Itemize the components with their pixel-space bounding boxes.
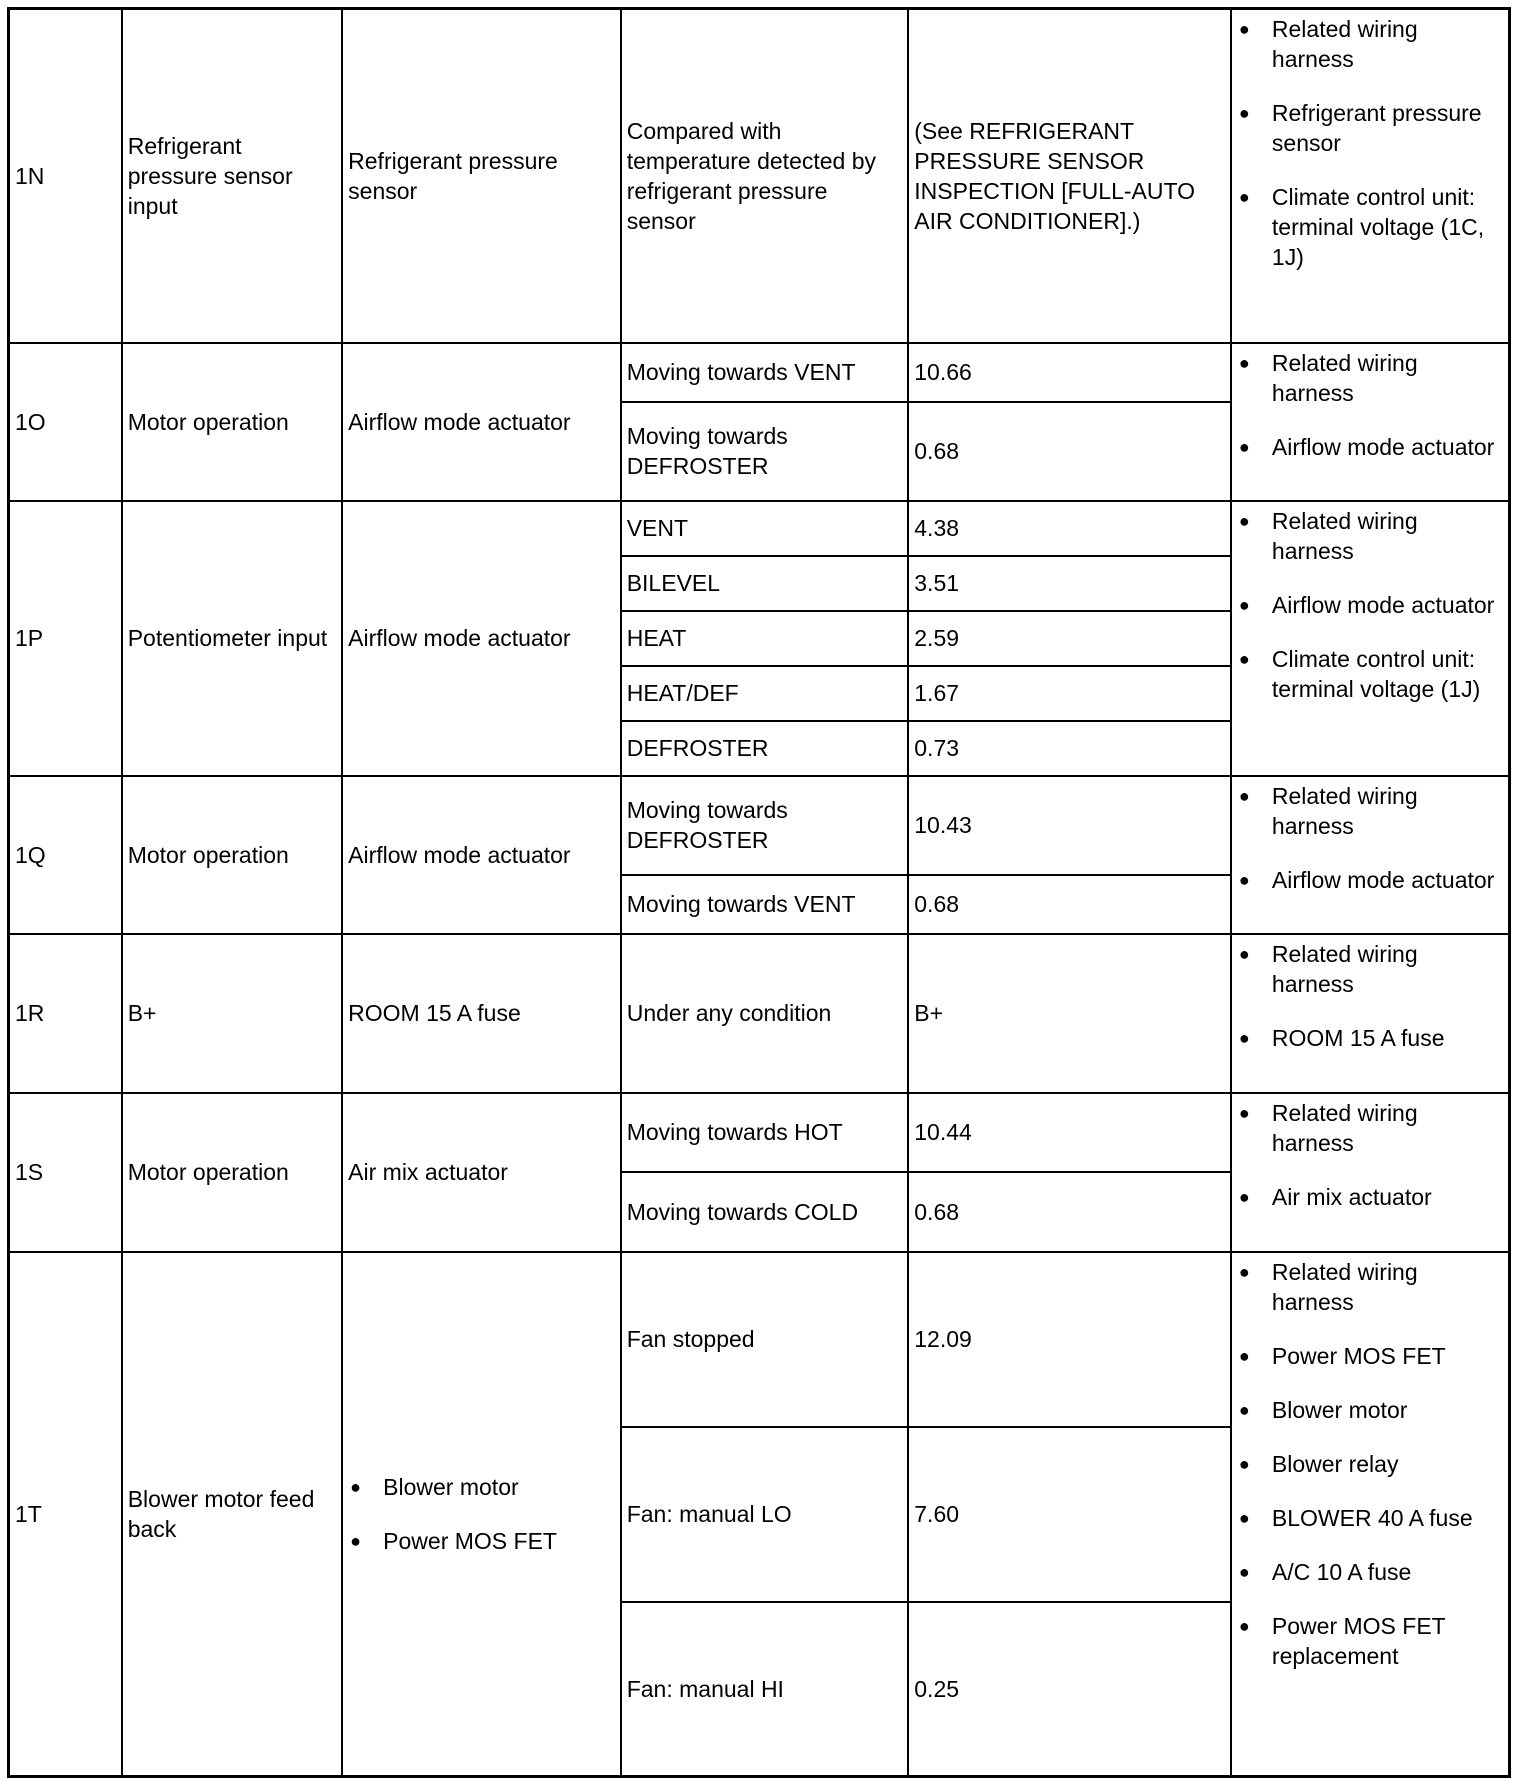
- check-item-list: [1272, 781, 1504, 895]
- voltage-cell: 0.73: [908, 721, 1231, 776]
- terminal-cell: 1T: [9, 1252, 122, 1777]
- voltage-cell: 7.60: [908, 1427, 1231, 1602]
- voltage-cell: B+: [908, 934, 1231, 1093]
- check-item-cell: [1231, 343, 1510, 501]
- check-item-list: [1272, 1098, 1504, 1212]
- signal-cell: Motor operation: [122, 776, 342, 934]
- voltage-cell: (See REFRIGERANT PRESSURE SENSOR INSPECTION [FULL-AUTO AIR CONDITIONER].): [908, 9, 1231, 343]
- check-item: ● Blower relay: [1272, 1449, 1504, 1479]
- condition-cell: Compared with temperature detected by refrigerant pressure sensor: [621, 9, 909, 343]
- connected-to-cell: Refrigerant pressure sensor: [342, 9, 621, 343]
- condition-cell: VENT: [621, 501, 909, 556]
- connected-to-cell: [342, 1252, 621, 1777]
- terminal-cell: 1N: [9, 9, 122, 343]
- check-item: ● Refrigerant pressure sensor: [1272, 98, 1504, 158]
- condition-cell: DEFROSTER: [621, 721, 909, 776]
- voltage-cell: 0.68: [908, 875, 1231, 934]
- check-item: ● Airflow mode actuator: [1272, 590, 1504, 620]
- check-item: ● Blower motor: [1272, 1395, 1504, 1425]
- voltage-cell: 10.66: [908, 343, 1231, 402]
- check-item: ● Airflow mode actuator: [1272, 865, 1504, 895]
- check-item-list: [1272, 939, 1504, 1053]
- check-item: ● Air mix actuator: [1272, 1182, 1504, 1212]
- terminal-cell: 1R: [9, 934, 122, 1093]
- condition-cell: Fan stopped: [621, 1252, 909, 1427]
- check-item: ● Climate control unit: terminal voltage (1C, 1J): [1272, 182, 1504, 272]
- signal-cell: Motor operation: [122, 343, 342, 501]
- table-row: [9, 501, 1510, 556]
- condition-cell: Moving towards COLD: [621, 1172, 909, 1252]
- check-item: ● Related wiring harness: [1272, 14, 1504, 74]
- table-row: [9, 9, 1510, 343]
- connected-to-cell: Airflow mode actuator: [342, 776, 621, 934]
- check-item-cell: [1231, 501, 1510, 776]
- terminal-cell: 1P: [9, 501, 122, 776]
- check-item: ● Climate control unit: terminal voltage (1J): [1272, 644, 1504, 704]
- voltage-cell: 4.38: [908, 501, 1231, 556]
- condition-cell: Fan: manual LO: [621, 1427, 909, 1602]
- check-item-cell: [1231, 1093, 1510, 1252]
- connected-to-cell: Air mix actuator: [342, 1093, 621, 1252]
- table-row: [9, 1093, 1510, 1172]
- condition-cell: Fan: manual HI: [621, 1602, 909, 1777]
- check-item: ● Airflow mode actuator: [1272, 432, 1504, 462]
- check-item: ● Related wiring harness: [1272, 939, 1504, 999]
- connected-to-item: ● Blower motor: [383, 1472, 615, 1502]
- condition-cell: BILEVEL: [621, 556, 909, 611]
- table-row: [9, 776, 1510, 875]
- connected-to-item: ● Power MOS FET: [383, 1526, 615, 1556]
- signal-cell: Refrigerant pressure sensor input: [122, 9, 342, 343]
- check-item-cell: [1231, 1252, 1510, 1777]
- voltage-cell: 0.68: [908, 402, 1231, 501]
- check-item: ● ROOM 15 A fuse: [1272, 1023, 1504, 1053]
- condition-cell: Moving towards VENT: [621, 343, 909, 402]
- voltage-cell: 0.68: [908, 1172, 1231, 1252]
- check-item-cell: [1231, 934, 1510, 1093]
- connected-to-cell: Airflow mode actuator: [342, 343, 621, 501]
- signal-cell: B+: [122, 934, 342, 1093]
- voltage-cell: 10.43: [908, 776, 1231, 875]
- check-item: ● Related wiring harness: [1272, 781, 1504, 841]
- connected-to-cell: ROOM 15 A fuse: [342, 934, 621, 1093]
- check-item-list: [1272, 506, 1504, 704]
- connected-to-item-list: [383, 1472, 615, 1556]
- voltage-cell: 12.09: [908, 1252, 1231, 1427]
- signal-cell: Motor operation: [122, 1093, 342, 1252]
- check-item: ● A/C 10 A fuse: [1272, 1557, 1504, 1587]
- condition-cell: Moving towards VENT: [621, 875, 909, 934]
- check-item: ● BLOWER 40 A fuse: [1272, 1503, 1504, 1533]
- terminal-cell: 1S: [9, 1093, 122, 1252]
- voltage-cell: 0.25: [908, 1602, 1231, 1777]
- check-item: ● Related wiring harness: [1272, 1257, 1504, 1317]
- terminal-cell: 1Q: [9, 776, 122, 934]
- signal-cell: Potentiometer input: [122, 501, 342, 776]
- condition-cell: HEAT: [621, 611, 909, 666]
- voltage-cell: 2.59: [908, 611, 1231, 666]
- voltage-cell: 1.67: [908, 666, 1231, 721]
- check-item: ● Related wiring harness: [1272, 1098, 1504, 1158]
- check-item-list: [1272, 14, 1504, 272]
- check-item: ● Power MOS FET: [1272, 1341, 1504, 1371]
- check-item-list: [1272, 348, 1504, 462]
- terminal-voltage-table: [7, 7, 1511, 1778]
- condition-cell: HEAT/DEF: [621, 666, 909, 721]
- check-item: ● Related wiring harness: [1272, 506, 1504, 566]
- connected-to-cell: Airflow mode actuator: [342, 501, 621, 776]
- table-row: [9, 934, 1510, 1093]
- check-item-cell: [1231, 776, 1510, 934]
- condition-cell: Moving towards HOT: [621, 1093, 909, 1172]
- table-row: [9, 343, 1510, 402]
- table-row: [9, 1252, 1510, 1427]
- voltage-cell: 3.51: [908, 556, 1231, 611]
- check-item: ● Related wiring harness: [1272, 348, 1504, 408]
- check-item-list: [1272, 1257, 1504, 1671]
- condition-cell: Moving towards DEFROSTER: [621, 776, 909, 875]
- condition-cell: Moving towards DEFROSTER: [621, 402, 909, 501]
- check-item: ● Power MOS FET replacement: [1272, 1611, 1504, 1671]
- voltage-cell: 10.44: [908, 1093, 1231, 1172]
- terminal-cell: 1O: [9, 343, 122, 501]
- check-item-cell: [1231, 9, 1510, 343]
- condition-cell: Under any condition: [621, 934, 909, 1093]
- signal-cell: Blower motor feed back: [122, 1252, 342, 1777]
